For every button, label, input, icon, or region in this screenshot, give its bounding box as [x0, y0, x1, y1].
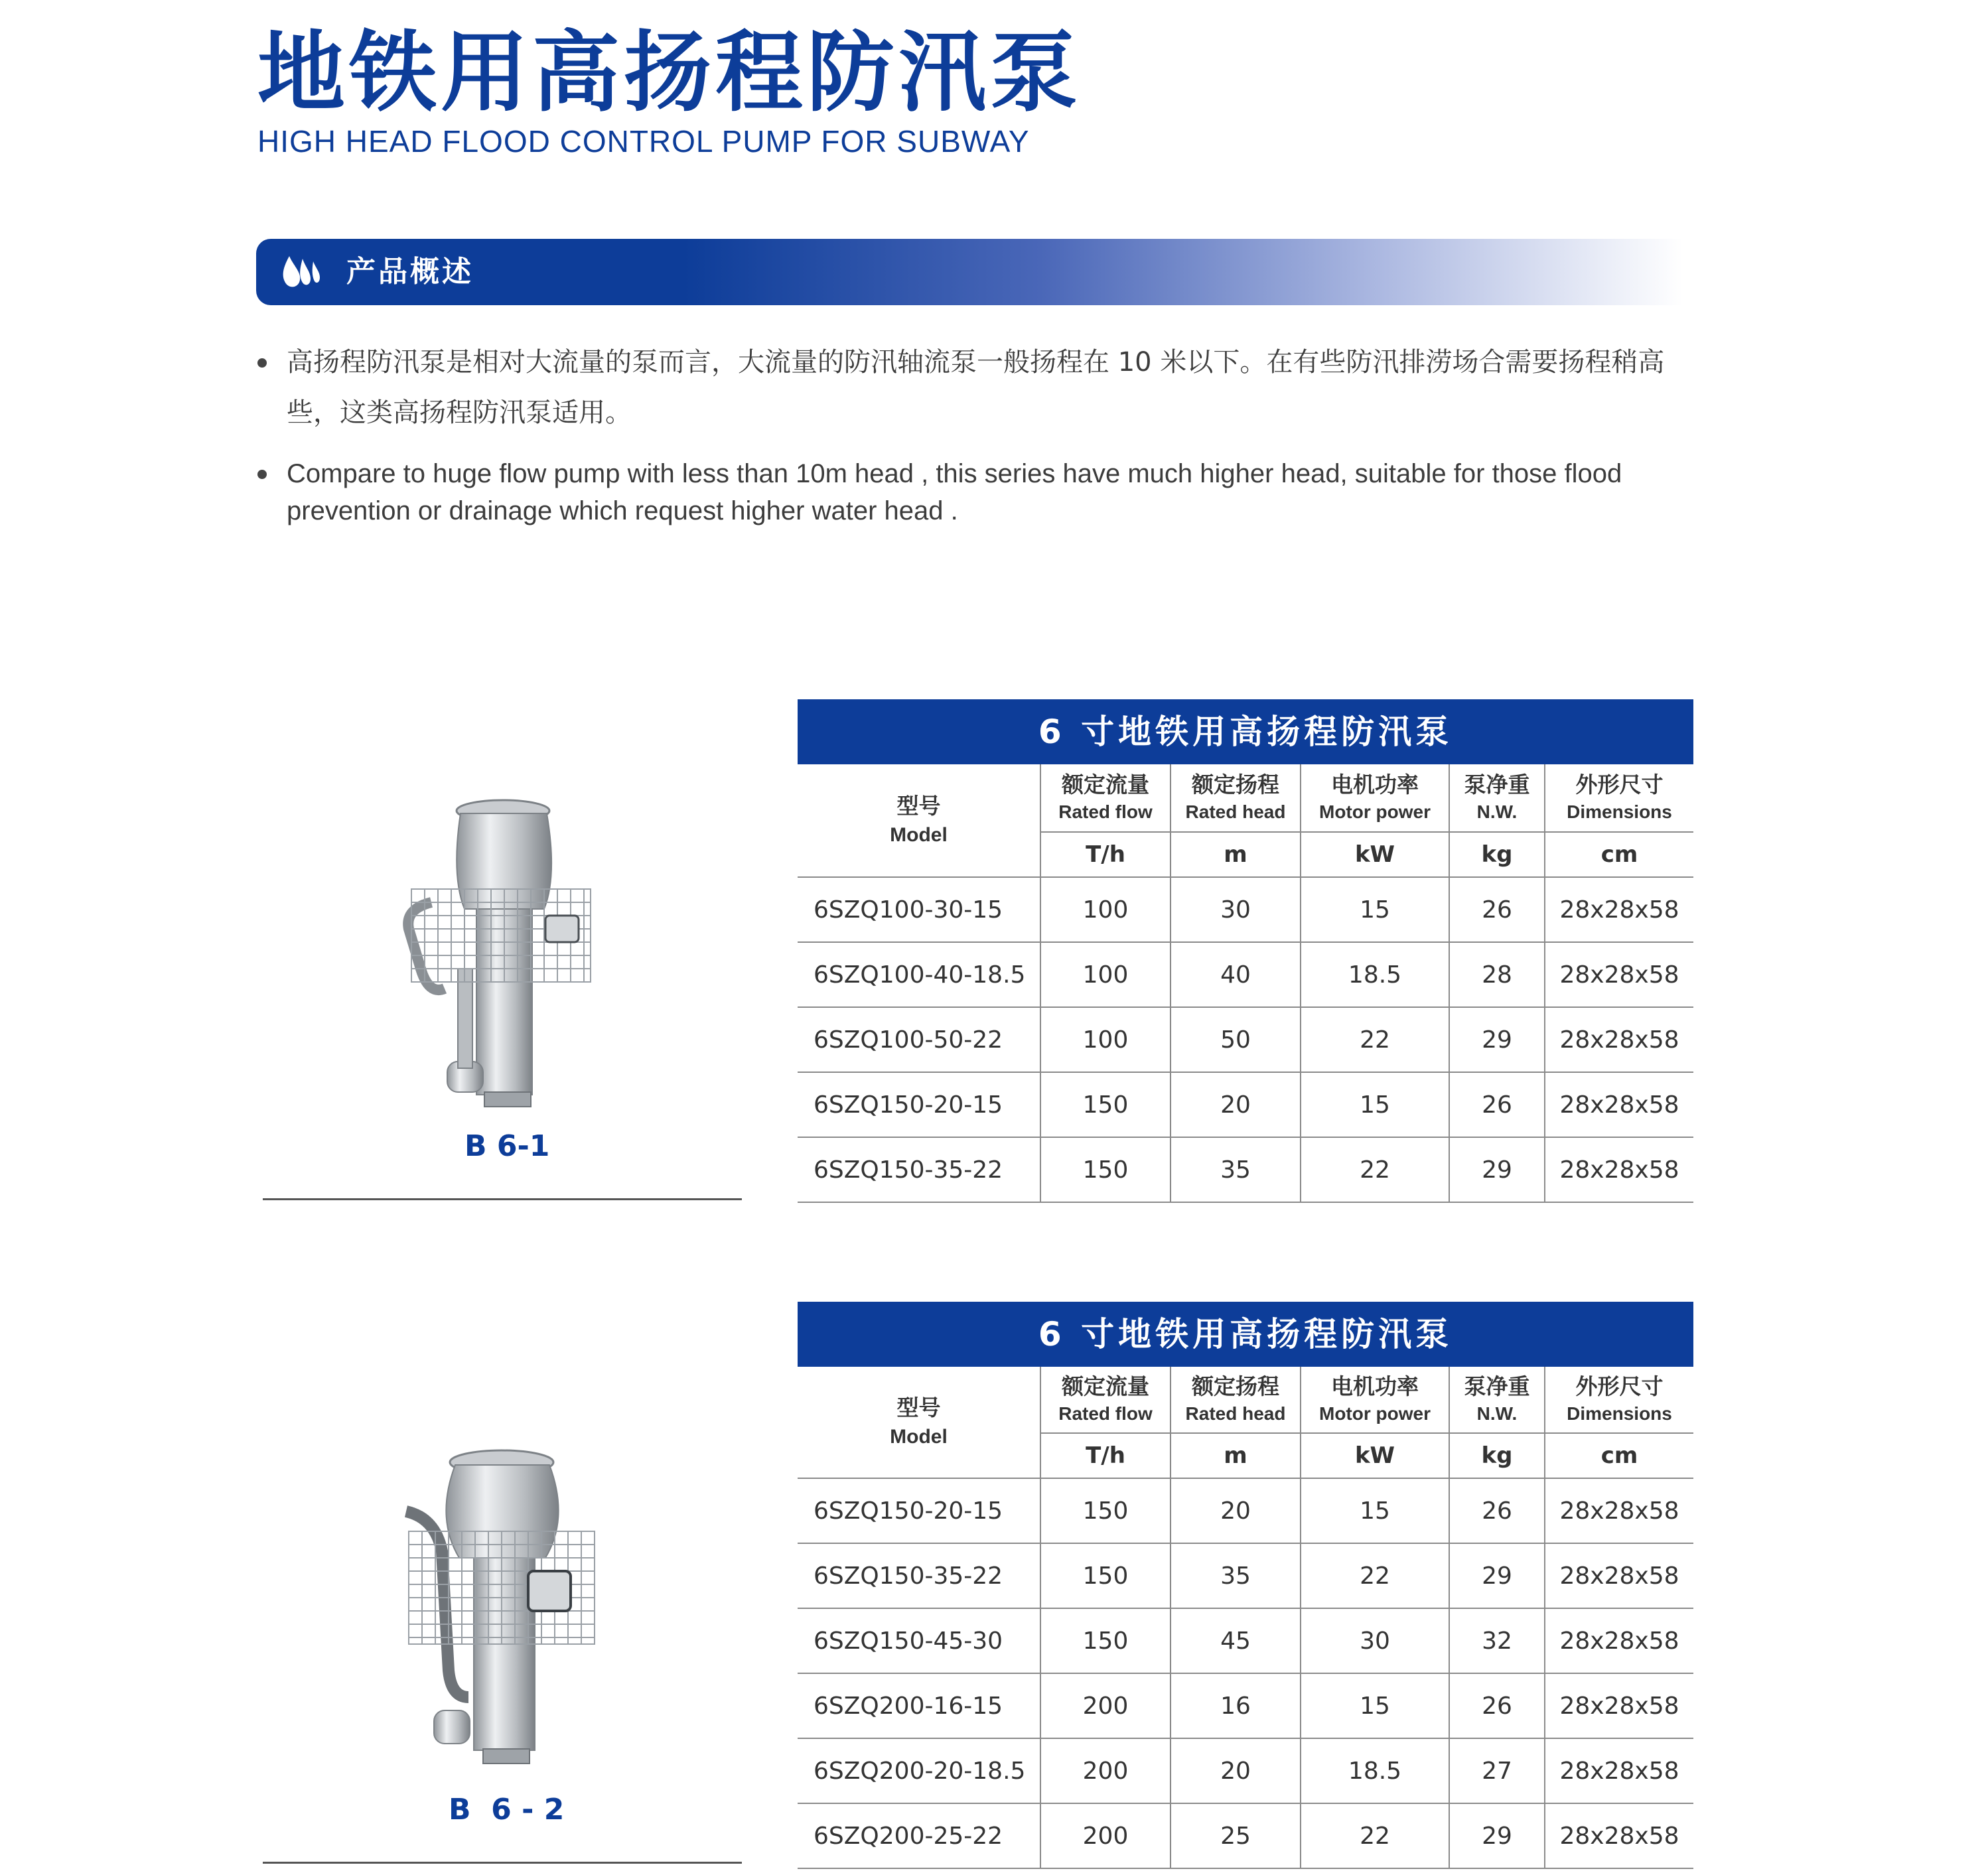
cell-power: 15 [1301, 1072, 1449, 1137]
cell-weight: 29 [1449, 1803, 1545, 1868]
cell-flow: 100 [1040, 877, 1171, 942]
cell-flow: 200 [1040, 1803, 1171, 1868]
bullet-dot-icon [257, 358, 267, 368]
cell-dim: 28x28x58 [1545, 1543, 1693, 1608]
cell-head: 35 [1171, 1543, 1301, 1608]
cell-head: 20 [1171, 1738, 1301, 1803]
cell-power: 30 [1301, 1608, 1449, 1673]
cell-model: 6SZQ150-20-15 [798, 1072, 1040, 1137]
table-row [798, 1478, 1693, 1543]
page-subtitle: HIGH HEAD FLOOD CONTROL PUMP FOR SUBWAY [257, 124, 1030, 159]
cell-dim: 28x28x58 [1545, 1803, 1693, 1868]
cell-flow: 150 [1040, 1072, 1171, 1137]
col-weight-header: 泵净重 N.W. [1449, 1367, 1545, 1433]
cell-model: 6SZQ200-20-18.5 [798, 1738, 1040, 1803]
overview-bullet-cn [287, 337, 1693, 438]
col-power-header: 电机功率 Motor power [1301, 764, 1449, 832]
cell-power: 15 [1301, 1478, 1449, 1543]
page-title: 地铁用高扬程防汛泵 [257, 22, 1082, 124]
cell-weight: 26 [1449, 877, 1545, 942]
cell-flow: 200 [1040, 1673, 1171, 1738]
table-row [798, 877, 1693, 942]
table-row [798, 1803, 1693, 1868]
section-title: 产品概述 [346, 255, 474, 289]
col-head-unit: m [1171, 832, 1301, 877]
col-flow-unit: T/h [1040, 1433, 1171, 1478]
table-row [798, 1007, 1693, 1072]
cell-weight: 26 [1449, 1673, 1545, 1738]
cell-head: 40 [1171, 942, 1301, 1007]
cell-flow: 150 [1040, 1137, 1171, 1202]
spec-table-2-title: 6 寸地铁用高扬程防汛泵 [798, 1302, 1693, 1367]
cell-flow: 200 [1040, 1738, 1171, 1803]
cell-model: 6SZQ150-35-22 [798, 1543, 1040, 1608]
cell-weight: 26 [1449, 1478, 1545, 1543]
cell-head: 20 [1171, 1478, 1301, 1543]
col-power-header: 电机功率 Motor power [1301, 1367, 1449, 1433]
table-row [798, 1608, 1693, 1673]
cell-head: 50 [1171, 1007, 1301, 1072]
col-power-unit: kW [1301, 832, 1449, 877]
cell-head: 20 [1171, 1072, 1301, 1137]
cell-head: 25 [1171, 1803, 1301, 1868]
cell-weight: 27 [1449, 1738, 1545, 1803]
col-head-unit: m [1171, 1433, 1301, 1478]
col-flow-header: 额定流量 Rated flow [1040, 1367, 1171, 1433]
cell-power: 22 [1301, 1803, 1449, 1868]
cell-dim: 28x28x58 [1545, 1007, 1693, 1072]
cell-dim: 28x28x58 [1545, 1137, 1693, 1202]
bullet-dot-icon [257, 470, 267, 479]
cell-dim: 28x28x58 [1545, 942, 1693, 1007]
cell-head: 45 [1171, 1608, 1301, 1673]
cell-model: 6SZQ100-30-15 [798, 877, 1040, 942]
table-row [798, 1543, 1693, 1608]
spec-table-1-title: 6 寸地铁用高扬程防汛泵 [798, 699, 1693, 764]
col-weight-header: 泵净重 N.W. [1449, 764, 1545, 832]
cell-power: 22 [1301, 1543, 1449, 1608]
col-model-header: 型号 Model [798, 764, 1040, 877]
cell-model: 6SZQ150-45-30 [798, 1608, 1040, 1673]
cell-flow: 100 [1040, 942, 1171, 1007]
cell-model: 6SZQ200-25-22 [798, 1803, 1040, 1868]
cell-weight: 32 [1449, 1608, 1545, 1673]
cell-flow: 150 [1040, 1478, 1171, 1543]
pump-b6-2-image [395, 1445, 608, 1777]
cell-flow: 150 [1040, 1543, 1171, 1608]
cell-dim: 28x28x58 [1545, 1072, 1693, 1137]
table-row [798, 1072, 1693, 1137]
spec-table-1 [798, 699, 1693, 1203]
divider-line [263, 1862, 742, 1864]
cell-power: 18.5 [1301, 942, 1449, 1007]
cell-head: 30 [1171, 877, 1301, 942]
water-drops-icon [280, 253, 324, 291]
col-dim-header: 外形尺寸 Dimensions [1545, 1367, 1693, 1433]
cell-dim: 28x28x58 [1545, 1673, 1693, 1738]
cell-model: 6SZQ150-20-15 [798, 1478, 1040, 1543]
overview-bullet-en [287, 455, 1693, 529]
cell-power: 15 [1301, 1673, 1449, 1738]
cell-weight: 29 [1449, 1543, 1545, 1608]
pump-b6-1-caption: B 6-1 [464, 1129, 550, 1163]
col-weight-unit: kg [1449, 1433, 1545, 1478]
pump-b6-2-caption: B 6 - 2 [449, 1793, 565, 1827]
cell-weight: 29 [1449, 1007, 1545, 1072]
col-weight-unit: kg [1449, 832, 1545, 877]
spec-table-2 [798, 1302, 1693, 1869]
cell-model: 6SZQ100-50-22 [798, 1007, 1040, 1072]
cell-head: 35 [1171, 1137, 1301, 1202]
section-header-bar [256, 239, 1683, 305]
cell-weight: 29 [1449, 1137, 1545, 1202]
overview-text-cn: 高扬程防汛泵是相对大流量的泵而言，大流量的防汛轴流泵一般扬程在 10 米以下。在有些防汛排涝场合需要扬程稍高些，这类高扬程防汛泵适用。 [287, 347, 1665, 428]
col-dim-header: 外形尺寸 Dimensions [1545, 764, 1693, 832]
table-row [798, 1673, 1693, 1738]
cell-dim: 28x28x58 [1545, 1738, 1693, 1803]
cell-power: 22 [1301, 1137, 1449, 1202]
cell-dim: 28x28x58 [1545, 1608, 1693, 1673]
cell-model: 6SZQ100-40-18.5 [798, 942, 1040, 1007]
pump-b6-1-image [391, 796, 604, 1115]
overview-text-en: Compare to huge flow pump with less than 10m head , this series have much higher head, suitable for those flood prevention or drainage which request higher water head . [287, 459, 1622, 525]
col-dim-unit: cm [1545, 832, 1693, 877]
col-head-header: 额定扬程 Rated head [1171, 764, 1301, 832]
col-model-header: 型号 Model [798, 1367, 1040, 1478]
cell-dim: 28x28x58 [1545, 877, 1693, 942]
divider-line [263, 1198, 742, 1200]
col-head-header: 额定扬程 Rated head [1171, 1367, 1301, 1433]
cell-flow: 150 [1040, 1608, 1171, 1673]
cell-head: 16 [1171, 1673, 1301, 1738]
table-row [798, 1137, 1693, 1202]
col-flow-unit: T/h [1040, 832, 1171, 877]
cell-weight: 28 [1449, 942, 1545, 1007]
cell-power: 18.5 [1301, 1738, 1449, 1803]
cell-model: 6SZQ150-35-22 [798, 1137, 1040, 1202]
col-power-unit: kW [1301, 1433, 1449, 1478]
table-row [798, 942, 1693, 1007]
cell-model: 6SZQ200-16-15 [798, 1673, 1040, 1738]
col-flow-header: 额定流量 Rated flow [1040, 764, 1171, 832]
cell-power: 15 [1301, 877, 1449, 942]
col-dim-unit: cm [1545, 1433, 1693, 1478]
cell-power: 22 [1301, 1007, 1449, 1072]
cell-dim: 28x28x58 [1545, 1478, 1693, 1543]
cell-weight: 26 [1449, 1072, 1545, 1137]
table-row [798, 1738, 1693, 1803]
cell-flow: 100 [1040, 1007, 1171, 1072]
